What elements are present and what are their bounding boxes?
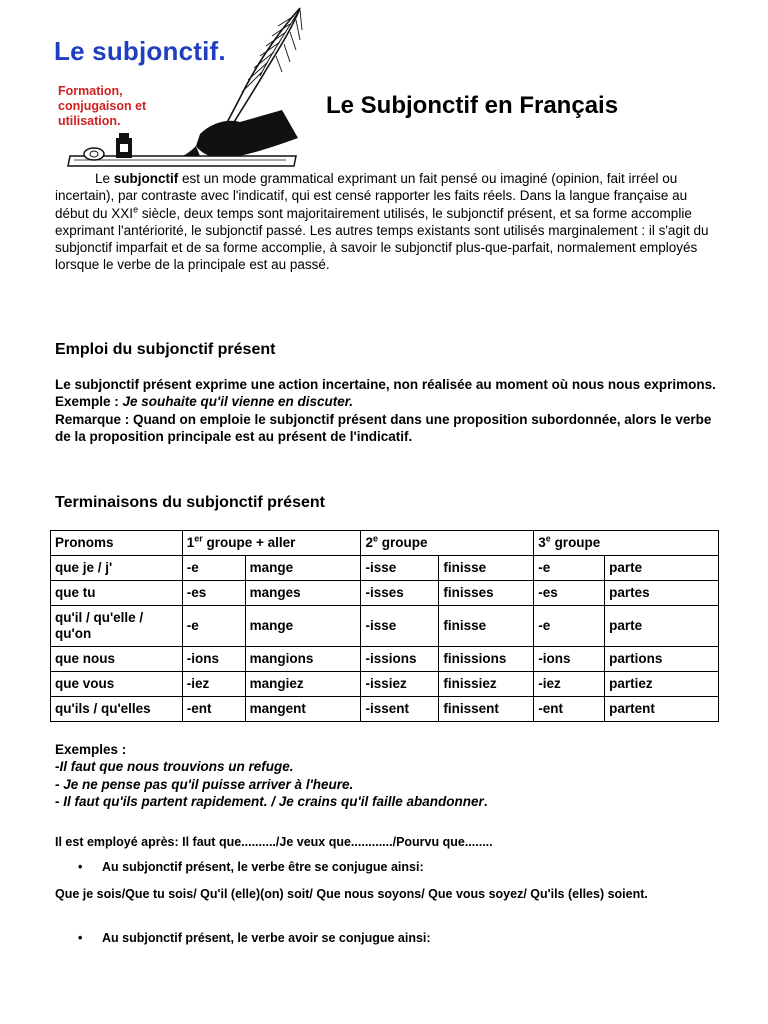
intro-text-b: est un mode grammatical exprimant un fait pensé ou imaginé (opinion, fait irréel ou incertain), par contraste avec l'indicatif, qui est censé rapporter les faits réels. Dans la langue française au début du XXI	[55, 171, 688, 221]
cell-example-g2: finissions	[439, 647, 534, 672]
endings-table	[50, 530, 719, 722]
cell-ending-g3: -e	[534, 556, 605, 581]
cell-ending-g2: -isses	[361, 581, 439, 606]
cell-ending-g3: -es	[534, 581, 605, 606]
cell-ending-g1: -iez	[182, 672, 245, 697]
cell-ending-g2: -issiez	[361, 672, 439, 697]
section1-example	[55, 393, 725, 410]
cell-example-g1: mange	[245, 606, 361, 647]
cell-example-g2: finisse	[439, 556, 534, 581]
etre-conjugation: Que je sois/Que tu sois/ Qu'il (elle)(on) soit/ Que nous soyons/ Que vous soyez/ Qu'ils (elles) soient.	[55, 887, 648, 901]
examples-block	[55, 741, 725, 810]
table-row	[51, 581, 719, 606]
header-group2: 2e groupe	[361, 531, 534, 556]
cell-ending-g1: -ions	[182, 647, 245, 672]
cell-pronoun: qu'ils / qu'elles	[51, 697, 183, 722]
cell-example-g3: partions	[605, 647, 719, 672]
cell-example-g2: finissent	[439, 697, 534, 722]
header-pronoms: Pronoms	[51, 531, 183, 556]
example-item-2: - Je ne pense pas qu'il puisse arriver à l'heure.	[55, 776, 354, 792]
cell-pronoun: que je / j'	[51, 556, 183, 581]
cell-example-g3: partent	[605, 697, 719, 722]
cell-ending-g2: -issent	[361, 697, 439, 722]
intro-paragraph	[55, 170, 715, 274]
cell-ending-g3: -ions	[534, 647, 605, 672]
cell-example-g2: finisse	[439, 606, 534, 647]
example-item-3	[55, 793, 725, 810]
table-header-row	[51, 531, 719, 556]
cell-example-g3: partiez	[605, 672, 719, 697]
bullet-etre-text: Au subjonctif présent, le verbe être se conjugue ainsi:	[102, 860, 424, 874]
cell-pronoun: qu'il / qu'elle / qu'on	[51, 606, 183, 647]
cell-example-g1: mangiez	[245, 672, 361, 697]
section2-heading: Terminaisons du subjonctif présent	[55, 494, 325, 511]
example-item-3-text: - Il faut qu'ils partent rapidement. / Je crains qu'il faille abandonner	[55, 793, 484, 809]
usage-line: Il est employé après: Il faut que........../Je veux que............/Pourvu que........	[55, 835, 493, 849]
example-label: Exemple :	[55, 394, 123, 410]
cell-ending-g3: -ent	[534, 697, 605, 722]
logo	[50, 6, 308, 176]
example-text: Je souhaite qu'il vienne en discuter.	[122, 394, 354, 410]
cell-example-g3: parte	[605, 606, 719, 647]
header-group1: 1er groupe + aller	[182, 531, 361, 556]
example-item-1: -Il faut que nous trouvions un refuge.	[55, 759, 294, 775]
bullet-dot: •	[78, 931, 83, 945]
cell-ending-g1: -es	[182, 581, 245, 606]
cell-ending-g2: -isse	[361, 606, 439, 647]
cell-ending-g1: -e	[182, 606, 245, 647]
table-row	[51, 606, 719, 647]
logo-title: Le subjonctif.	[54, 36, 226, 66]
cell-pronoun: que nous	[51, 647, 183, 672]
examples-label: Exemples :	[55, 742, 127, 757]
cell-example-g2: finisses	[439, 581, 534, 606]
logo-subtitle: Formation, conjugaison et utilisation.	[58, 84, 147, 128]
intro-text-c: siècle, deux temps sont majoritairement utilisés, le subjonctif présent, et sa forme accomplie exprimant l'antériorité, le subjonctif passé. Les autres temps existants sont utilisés marginalement : il s'agit du subjonctif imparfait et de sa forme accomplie, à savoir le subjonctif plus-que-parfait, normalement employés lorsque le verbe de la principale est au passé.	[55, 205, 709, 273]
section1-line1: Le subjonctif présent exprime une action incertaine, non réalisée au moment où nous nous exprimons.	[55, 377, 716, 392]
cell-ending-g1: -e	[182, 556, 245, 581]
cell-example-g1: manges	[245, 581, 361, 606]
cell-example-g1: mange	[245, 556, 361, 581]
example-item-3-punct: .	[483, 793, 488, 809]
section1-heading: Emploi du subjonctif présent	[55, 341, 276, 358]
cell-example-g1: mangent	[245, 697, 361, 722]
cell-example-g3: parte	[605, 556, 719, 581]
cell-example-g1: mangions	[245, 647, 361, 672]
table-row	[51, 556, 719, 581]
cell-example-g3: partes	[605, 581, 719, 606]
intro-text-a: Le	[95, 171, 114, 186]
cell-ending-g1: -ent	[182, 697, 245, 722]
bullet-avoir-text: Au subjonctif présent, le verbe avoir se conjugue ainsi:	[102, 931, 431, 945]
cell-pronoun: que vous	[51, 672, 183, 697]
cell-example-g2: finissiez	[439, 672, 534, 697]
intro-bold: subjonctif	[113, 171, 179, 186]
cell-pronoun: que tu	[51, 581, 183, 606]
intro-sup: e	[133, 204, 139, 215]
cell-ending-g2: -isse	[361, 556, 439, 581]
cell-ending-g2: -issions	[361, 647, 439, 672]
cell-ending-g3: -e	[534, 606, 605, 647]
table-row	[51, 647, 719, 672]
table-row	[51, 697, 719, 722]
header-group3: 3e groupe	[534, 531, 719, 556]
page-title: Le Subjonctif en Français	[326, 92, 619, 119]
cell-ending-g3: -iez	[534, 672, 605, 697]
table-row	[51, 672, 719, 697]
section1-remark: Remarque : Quand on emploie le subjonctif présent dans une proposition subordonnée, alors le verbe de la proposition principale est au présent de l'indicatif.	[55, 411, 712, 444]
section1-body	[55, 376, 725, 445]
bullet-dot: •	[78, 860, 83, 874]
